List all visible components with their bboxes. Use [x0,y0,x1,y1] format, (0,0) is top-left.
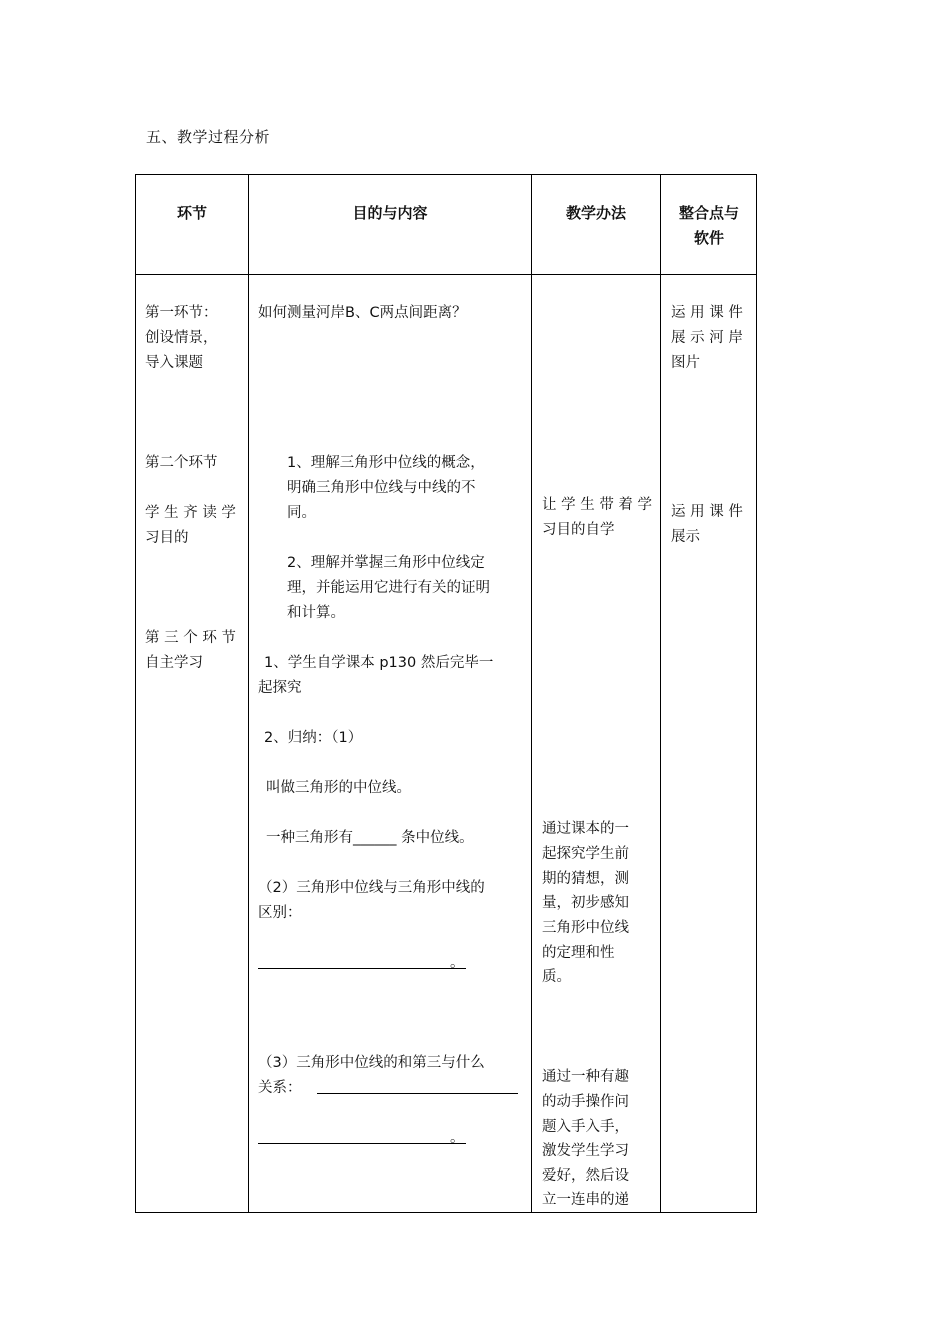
column-divider-1 [248,175,249,1212]
stage-line: 习目的 [145,530,189,546]
stage-line: 第一环节： [145,305,218,321]
content-line: 1、学生自学课本 p130 然后完毕一 [264,655,494,671]
stage-line: 学 生 齐 读 学 [145,505,236,521]
header-stage: 环节 [176,204,207,222]
content-line: 和计算。 [287,605,345,621]
method-line: 量，初步感知 [542,895,629,911]
method-line: 通过课本的一 [542,821,629,837]
software-line: 图片 [671,355,700,371]
content-line: 起探究 [258,680,302,696]
content-line: 。 [450,1130,465,1146]
content-line: 区别： [258,905,302,921]
content-line: 2、理解并掌握三角形中位线定 [287,555,485,571]
software-line: 展示 [671,529,700,545]
software-line: 展 示 河 岸 [671,330,743,346]
content-line: 如何测量河岸B、C两点间距离？ [258,305,467,321]
answer-blank-line [258,968,466,969]
content-line: 叫做三角形的中位线。 [266,780,411,796]
method-line: 期的猜想，测 [542,871,629,887]
method-line: 起探究学生前 [542,846,629,862]
stage-line: 自主学习 [145,655,203,671]
content-line: 同。 [287,505,316,521]
method-line: 爱好，然后设 [542,1168,629,1184]
content-line: 2、归纳：（1） [264,730,363,746]
method-line: 通过一种有趣 [542,1069,629,1085]
method-line: 激发学生学习 [542,1143,629,1159]
content-line: （3）三角形中位线的和第三与什么 [258,1055,485,1071]
method-line: 让 学 生 带 着 学 [542,497,653,513]
content-line: 关系： [258,1080,302,1096]
method-line: 题入手入手， [542,1119,629,1135]
content-line: 明确三角形中位线与中线的不 [287,480,476,496]
stage-line: 第 三 个 环 节 [145,630,236,646]
content-line: 1、理解三角形中位线的概念， [287,455,485,471]
header-software-line1: 整合点与 [678,204,739,222]
method-line: 立一连串的递 [542,1192,629,1208]
stage-line: 创设情景， [145,330,218,346]
content-line: （2）三角形中位线与三角形中线的 [258,880,485,896]
method-line: 质。 [542,969,571,985]
answer-blank-line [317,1093,518,1094]
method-line: 的定理和性 [542,945,615,961]
method-line: 习目的自学 [542,522,615,538]
stage-line: 第二个环节 [145,455,218,471]
method-line: 三角形中位线 [542,920,629,936]
column-divider-2 [531,175,532,1212]
content-line: 。 [450,955,465,971]
content-line: 一种三角形有______ 条中位线。 [266,830,474,846]
method-line: 的动手操作问 [542,1094,629,1110]
answer-blank-line [258,1143,466,1144]
header-row-divider [136,274,756,275]
content-line: 理，并能运用它进行有关的证明 [287,580,490,596]
section-title: 五、教学过程分析 [146,128,271,146]
header-method: 教学办法 [565,204,626,222]
teaching-process-table [135,174,757,1213]
software-line: 运 用 课 件 [671,504,743,520]
header-software-line2: 软件 [693,229,724,247]
column-divider-3 [660,175,661,1212]
header-content: 目的与内容 [352,204,428,222]
software-line: 运 用 课 件 [671,305,743,321]
stage-line: 导入课题 [145,355,203,371]
